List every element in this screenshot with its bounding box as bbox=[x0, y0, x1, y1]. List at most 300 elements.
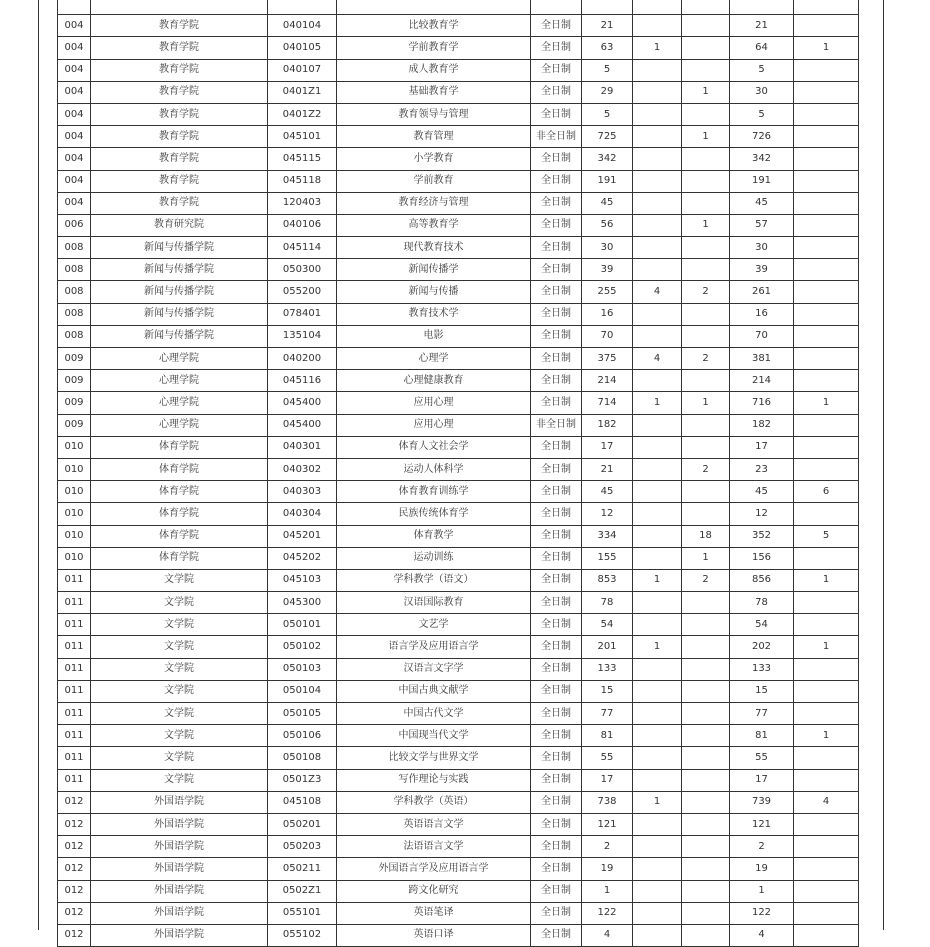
count-c-cell bbox=[682, 103, 730, 125]
count-c-cell bbox=[682, 592, 730, 614]
unit-code-cell: 004 bbox=[58, 15, 91, 37]
unit-code-cell: 006 bbox=[58, 214, 91, 236]
count-a-cell: 15 bbox=[582, 680, 633, 702]
unit-code-cell: 010 bbox=[58, 503, 91, 525]
count-c-cell bbox=[682, 680, 730, 702]
count-b-cell bbox=[633, 214, 682, 236]
table-row bbox=[58, 902, 859, 924]
study-mode-cell: 全日制 bbox=[531, 769, 582, 791]
count-a-cell: 201 bbox=[582, 636, 633, 658]
major-code-cell: 050203 bbox=[268, 836, 337, 858]
major-name-cell: 写作理论与实践 bbox=[337, 769, 531, 791]
page-border-left bbox=[38, 0, 39, 930]
unit-code-cell: 012 bbox=[58, 902, 91, 924]
count-a-cell: 55 bbox=[582, 747, 633, 769]
college-cell: 外国语学院 bbox=[91, 924, 268, 946]
major-name-cell: 中国古典文献学 bbox=[337, 680, 531, 702]
major-code-cell: 045202 bbox=[268, 547, 337, 569]
college-cell: 新闻与传播学院 bbox=[91, 281, 268, 303]
major-name-cell: 语言学及应用语言学 bbox=[337, 636, 531, 658]
table-row bbox=[58, 658, 859, 680]
table-row bbox=[58, 592, 859, 614]
total-cell: 202 bbox=[730, 636, 794, 658]
total-cell: 54 bbox=[730, 614, 794, 636]
college-cell: 教育学院 bbox=[91, 126, 268, 148]
count-b-cell: 1 bbox=[633, 37, 682, 59]
unit-code-cell: 011 bbox=[58, 769, 91, 791]
count-c-cell bbox=[682, 192, 730, 214]
college-cell: 教育研究院 bbox=[91, 214, 268, 236]
count-d-cell bbox=[794, 170, 859, 192]
count-a-cell: 81 bbox=[582, 725, 633, 747]
total-cell: 19 bbox=[730, 858, 794, 880]
college-cell: 文学院 bbox=[91, 725, 268, 747]
major-name-cell: 体育人文社会学 bbox=[337, 436, 531, 458]
unit-code-cell: 008 bbox=[58, 237, 91, 259]
count-b-cell bbox=[633, 880, 682, 902]
count-b-cell bbox=[633, 547, 682, 569]
count-a-cell: 182 bbox=[582, 414, 633, 436]
count-d-cell bbox=[794, 592, 859, 614]
major-name-cell: 应用心理 bbox=[337, 392, 531, 414]
count-c-cell: 2 bbox=[682, 281, 730, 303]
study-mode-cell: 全日制 bbox=[531, 281, 582, 303]
count-d-cell bbox=[794, 148, 859, 170]
count-d-cell bbox=[794, 192, 859, 214]
count-a-cell: 21 bbox=[582, 15, 633, 37]
college-cell: 文学院 bbox=[91, 703, 268, 725]
table-row bbox=[58, 680, 859, 702]
count-c-cell bbox=[682, 436, 730, 458]
count-c-cell bbox=[682, 858, 730, 880]
count-b-cell bbox=[633, 59, 682, 81]
unit-code-cell: 011 bbox=[58, 680, 91, 702]
study-mode-cell: 全日制 bbox=[531, 37, 582, 59]
major-name-cell: 小学教育 bbox=[337, 148, 531, 170]
unit-code-cell: 009 bbox=[58, 348, 91, 370]
major-code-cell: 050106 bbox=[268, 725, 337, 747]
count-d-cell bbox=[794, 680, 859, 702]
college-cell: 文学院 bbox=[91, 569, 268, 591]
table-row bbox=[58, 569, 859, 591]
unit-code-cell: 012 bbox=[58, 880, 91, 902]
count-d-cell bbox=[794, 858, 859, 880]
unit-code-cell: 011 bbox=[58, 636, 91, 658]
college-cell: 文学院 bbox=[91, 680, 268, 702]
major-name-cell: 体育教学 bbox=[337, 525, 531, 547]
table-row bbox=[58, 481, 859, 503]
page-border-right bbox=[883, 0, 884, 930]
unit-code-cell: 012 bbox=[58, 858, 91, 880]
count-a-cell: 45 bbox=[582, 192, 633, 214]
college-cell: 教育学院 bbox=[91, 103, 268, 125]
count-c-cell: 18 bbox=[682, 525, 730, 547]
major-code-cell: 040302 bbox=[268, 458, 337, 480]
major-code-cell: 055101 bbox=[268, 902, 337, 924]
total-cell: 726 bbox=[730, 126, 794, 148]
count-b-cell bbox=[633, 81, 682, 103]
count-a-cell: 334 bbox=[582, 525, 633, 547]
total-cell: 122 bbox=[730, 902, 794, 924]
major-code-cell: 045101 bbox=[268, 126, 337, 148]
count-d-cell bbox=[794, 414, 859, 436]
unit-code-cell: 012 bbox=[58, 836, 91, 858]
major-name-cell: 体育教育训练学 bbox=[337, 481, 531, 503]
major-name-cell: 学前教育 bbox=[337, 170, 531, 192]
major-name-cell: 外国语言学及应用语言学 bbox=[337, 858, 531, 880]
count-b-cell bbox=[633, 481, 682, 503]
college-cell: 心理学院 bbox=[91, 414, 268, 436]
study-mode-cell: 全日制 bbox=[531, 348, 582, 370]
total-cell bbox=[730, 0, 794, 15]
count-d-cell bbox=[794, 281, 859, 303]
major-name-cell: 教育管理 bbox=[337, 126, 531, 148]
unit-code-cell: 011 bbox=[58, 592, 91, 614]
unit-code-cell: 008 bbox=[58, 281, 91, 303]
college-cell: 外国语学院 bbox=[91, 813, 268, 835]
count-b-cell bbox=[633, 503, 682, 525]
table-row bbox=[58, 325, 859, 347]
study-mode-cell: 全日制 bbox=[531, 813, 582, 835]
count-d-cell: 1 bbox=[794, 725, 859, 747]
unit-code-cell: 011 bbox=[58, 747, 91, 769]
study-mode-cell: 全日制 bbox=[531, 59, 582, 81]
table-row bbox=[58, 836, 859, 858]
count-b-cell bbox=[633, 680, 682, 702]
major-code-cell: 050300 bbox=[268, 259, 337, 281]
study-mode-cell: 全日制 bbox=[531, 569, 582, 591]
unit-code-cell: 004 bbox=[58, 37, 91, 59]
total-cell: 17 bbox=[730, 769, 794, 791]
count-b-cell: 1 bbox=[633, 392, 682, 414]
count-c-cell: 2 bbox=[682, 458, 730, 480]
college-cell: 心理学院 bbox=[91, 348, 268, 370]
study-mode-cell: 全日制 bbox=[531, 214, 582, 236]
count-b-cell: 1 bbox=[633, 569, 682, 591]
table-row bbox=[58, 791, 859, 813]
major-code-cell: 050104 bbox=[268, 680, 337, 702]
count-d-cell bbox=[794, 214, 859, 236]
count-b-cell bbox=[633, 237, 682, 259]
table-row bbox=[58, 370, 859, 392]
total-cell: 4 bbox=[730, 924, 794, 946]
enrollment-table bbox=[57, 0, 859, 947]
total-cell: 30 bbox=[730, 237, 794, 259]
college-cell: 新闻与传播学院 bbox=[91, 259, 268, 281]
count-a-cell: 29 bbox=[582, 81, 633, 103]
total-cell: 716 bbox=[730, 392, 794, 414]
major-name-cell: 比较文学与世界文学 bbox=[337, 747, 531, 769]
college-cell: 文学院 bbox=[91, 592, 268, 614]
major-code-cell: 0401Z1 bbox=[268, 81, 337, 103]
total-cell: 77 bbox=[730, 703, 794, 725]
count-d-cell bbox=[794, 81, 859, 103]
table-row bbox=[58, 725, 859, 747]
major-name-cell: 心理学 bbox=[337, 348, 531, 370]
table-row bbox=[58, 348, 859, 370]
study-mode-cell: 全日制 bbox=[531, 503, 582, 525]
major-name-cell: 民族传统体育学 bbox=[337, 503, 531, 525]
study-mode-cell: 全日制 bbox=[531, 237, 582, 259]
table-row bbox=[58, 813, 859, 835]
count-d-cell bbox=[794, 259, 859, 281]
major-name-cell bbox=[337, 0, 531, 15]
count-d-cell bbox=[794, 769, 859, 791]
count-a-cell: 191 bbox=[582, 170, 633, 192]
major-name-cell: 成人教育学 bbox=[337, 59, 531, 81]
count-d-cell bbox=[794, 436, 859, 458]
count-b-cell bbox=[633, 15, 682, 37]
major-name-cell: 跨文化研究 bbox=[337, 880, 531, 902]
major-code-cell: 050102 bbox=[268, 636, 337, 658]
count-b-cell bbox=[633, 192, 682, 214]
count-b-cell bbox=[633, 813, 682, 835]
count-b-cell bbox=[633, 658, 682, 680]
table-row bbox=[58, 259, 859, 281]
count-a-cell: 39 bbox=[582, 259, 633, 281]
major-code-cell: 040200 bbox=[268, 348, 337, 370]
count-b-cell bbox=[633, 370, 682, 392]
study-mode-cell: 全日制 bbox=[531, 15, 582, 37]
count-a-cell: 19 bbox=[582, 858, 633, 880]
count-d-cell: 6 bbox=[794, 481, 859, 503]
count-d-cell bbox=[794, 303, 859, 325]
major-code-cell: 050103 bbox=[268, 658, 337, 680]
count-c-cell: 1 bbox=[682, 81, 730, 103]
count-b-cell bbox=[633, 769, 682, 791]
college-cell: 外国语学院 bbox=[91, 902, 268, 924]
major-name-cell: 汉语国际教育 bbox=[337, 592, 531, 614]
count-a-cell: 738 bbox=[582, 791, 633, 813]
count-c-cell bbox=[682, 237, 730, 259]
study-mode-cell: 全日制 bbox=[531, 680, 582, 702]
table-row bbox=[58, 281, 859, 303]
major-name-cell: 汉语言文字学 bbox=[337, 658, 531, 680]
college-cell: 体育学院 bbox=[91, 503, 268, 525]
count-c-cell bbox=[682, 924, 730, 946]
count-c-cell bbox=[682, 325, 730, 347]
unit-code-cell: 011 bbox=[58, 703, 91, 725]
count-a-cell: 16 bbox=[582, 303, 633, 325]
table-row bbox=[58, 414, 859, 436]
count-b-cell bbox=[633, 614, 682, 636]
major-code-cell: 040304 bbox=[268, 503, 337, 525]
major-code-cell: 0501Z3 bbox=[268, 769, 337, 791]
count-a-cell: 56 bbox=[582, 214, 633, 236]
count-c-cell bbox=[682, 836, 730, 858]
college-cell: 新闻与传播学院 bbox=[91, 303, 268, 325]
study-mode-cell: 全日制 bbox=[531, 370, 582, 392]
count-c-cell bbox=[682, 414, 730, 436]
count-a-cell: 342 bbox=[582, 148, 633, 170]
major-code-cell: 045201 bbox=[268, 525, 337, 547]
college-cell: 教育学院 bbox=[91, 15, 268, 37]
unit-code-cell: 010 bbox=[58, 436, 91, 458]
count-c-cell bbox=[682, 769, 730, 791]
study-mode-cell: 全日制 bbox=[531, 392, 582, 414]
study-mode-cell: 全日制 bbox=[531, 725, 582, 747]
college-cell: 教育学院 bbox=[91, 37, 268, 59]
count-b-cell bbox=[633, 592, 682, 614]
count-a-cell: 714 bbox=[582, 392, 633, 414]
major-code-cell: 040105 bbox=[268, 37, 337, 59]
study-mode-cell: 全日制 bbox=[531, 325, 582, 347]
count-d-cell bbox=[794, 880, 859, 902]
count-c-cell bbox=[682, 880, 730, 902]
major-code-cell: 040106 bbox=[268, 214, 337, 236]
major-code-cell: 055200 bbox=[268, 281, 337, 303]
major-name-cell: 中国现当代文学 bbox=[337, 725, 531, 747]
table-row bbox=[58, 126, 859, 148]
count-a-cell: 12 bbox=[582, 503, 633, 525]
college-cell: 外国语学院 bbox=[91, 836, 268, 858]
count-d-cell bbox=[794, 813, 859, 835]
count-d-cell bbox=[794, 237, 859, 259]
count-d-cell bbox=[794, 103, 859, 125]
major-code-cell: 045118 bbox=[268, 170, 337, 192]
count-c-cell: 1 bbox=[682, 126, 730, 148]
study-mode-cell: 全日制 bbox=[531, 703, 582, 725]
table-row bbox=[58, 703, 859, 725]
study-mode-cell: 全日制 bbox=[531, 880, 582, 902]
count-b-cell bbox=[633, 836, 682, 858]
count-c-cell: 2 bbox=[682, 348, 730, 370]
count-b-cell bbox=[633, 414, 682, 436]
major-code-cell: 0502Z1 bbox=[268, 880, 337, 902]
major-code-cell: 050105 bbox=[268, 703, 337, 725]
college-cell: 心理学院 bbox=[91, 370, 268, 392]
college-cell: 体育学院 bbox=[91, 481, 268, 503]
total-cell: 261 bbox=[730, 281, 794, 303]
unit-code-cell: 011 bbox=[58, 569, 91, 591]
count-c-cell: 2 bbox=[682, 569, 730, 591]
major-code-cell: 045300 bbox=[268, 592, 337, 614]
college-cell: 文学院 bbox=[91, 747, 268, 769]
major-name-cell: 英语语言文学 bbox=[337, 813, 531, 835]
count-d-cell bbox=[794, 836, 859, 858]
unit-code-cell: 004 bbox=[58, 81, 91, 103]
college-cell: 心理学院 bbox=[91, 392, 268, 414]
table-row bbox=[58, 170, 859, 192]
table-row bbox=[58, 392, 859, 414]
count-c-cell bbox=[682, 791, 730, 813]
college-cell: 体育学院 bbox=[91, 458, 268, 480]
count-c-cell bbox=[682, 703, 730, 725]
total-cell: 2 bbox=[730, 836, 794, 858]
table-row bbox=[58, 237, 859, 259]
count-c-cell bbox=[682, 37, 730, 59]
study-mode-cell: 全日制 bbox=[531, 858, 582, 880]
count-c-cell bbox=[682, 170, 730, 192]
total-cell: 23 bbox=[730, 458, 794, 480]
count-a-cell: 255 bbox=[582, 281, 633, 303]
major-name-cell: 基础教育学 bbox=[337, 81, 531, 103]
table-row bbox=[58, 81, 859, 103]
count-a-cell: 155 bbox=[582, 547, 633, 569]
college-cell: 新闻与传播学院 bbox=[91, 325, 268, 347]
college-cell: 文学院 bbox=[91, 658, 268, 680]
count-b-cell bbox=[633, 436, 682, 458]
count-a-cell: 21 bbox=[582, 458, 633, 480]
count-b-cell bbox=[633, 126, 682, 148]
table-row bbox=[58, 525, 859, 547]
major-code-cell: 045116 bbox=[268, 370, 337, 392]
college-cell: 外国语学院 bbox=[91, 791, 268, 813]
count-c-cell: 1 bbox=[682, 214, 730, 236]
count-d-cell: 1 bbox=[794, 392, 859, 414]
college-cell: 体育学院 bbox=[91, 525, 268, 547]
total-cell: 352 bbox=[730, 525, 794, 547]
count-b-cell bbox=[633, 303, 682, 325]
college-cell: 外国语学院 bbox=[91, 880, 268, 902]
count-b-cell bbox=[633, 103, 682, 125]
college-cell: 体育学院 bbox=[91, 436, 268, 458]
table-row bbox=[58, 614, 859, 636]
unit-code-cell: 004 bbox=[58, 59, 91, 81]
unit-code-cell: 012 bbox=[58, 791, 91, 813]
unit-code-cell: 004 bbox=[58, 126, 91, 148]
total-cell: 55 bbox=[730, 747, 794, 769]
count-b-cell: 1 bbox=[633, 791, 682, 813]
study-mode-cell: 全日制 bbox=[531, 103, 582, 125]
count-b-cell bbox=[633, 325, 682, 347]
total-cell: 133 bbox=[730, 658, 794, 680]
count-c-cell bbox=[682, 59, 730, 81]
major-code-cell: 045108 bbox=[268, 791, 337, 813]
total-cell: 1 bbox=[730, 880, 794, 902]
unit-code-cell: 004 bbox=[58, 103, 91, 125]
count-d-cell: 1 bbox=[794, 37, 859, 59]
unit-code-cell: 010 bbox=[58, 547, 91, 569]
table-row bbox=[58, 214, 859, 236]
total-cell: 156 bbox=[730, 547, 794, 569]
count-c-cell bbox=[682, 148, 730, 170]
count-c-cell bbox=[682, 658, 730, 680]
table-row bbox=[58, 458, 859, 480]
count-d-cell bbox=[794, 126, 859, 148]
count-d-cell bbox=[794, 458, 859, 480]
count-b-cell bbox=[633, 924, 682, 946]
study-mode-cell bbox=[531, 0, 582, 15]
major-name-cell: 英语口译 bbox=[337, 924, 531, 946]
study-mode-cell: 全日制 bbox=[531, 924, 582, 946]
count-d-cell bbox=[794, 924, 859, 946]
major-name-cell: 电影 bbox=[337, 325, 531, 347]
total-cell: 45 bbox=[730, 192, 794, 214]
count-b-cell bbox=[633, 259, 682, 281]
count-d-cell bbox=[794, 902, 859, 924]
count-a-cell: 54 bbox=[582, 614, 633, 636]
count-d-cell: 4 bbox=[794, 791, 859, 813]
unit-code-cell: 010 bbox=[58, 525, 91, 547]
count-b-cell bbox=[633, 458, 682, 480]
unit-code-cell: 010 bbox=[58, 481, 91, 503]
study-mode-cell: 全日制 bbox=[531, 192, 582, 214]
count-c-cell bbox=[682, 0, 730, 15]
major-code-cell: 050211 bbox=[268, 858, 337, 880]
table-row bbox=[58, 59, 859, 81]
college-cell: 体育学院 bbox=[91, 547, 268, 569]
count-a-cell: 121 bbox=[582, 813, 633, 835]
major-name-cell: 比较教育学 bbox=[337, 15, 531, 37]
study-mode-cell: 全日制 bbox=[531, 791, 582, 813]
count-b-cell: 4 bbox=[633, 348, 682, 370]
major-name-cell: 英语笔译 bbox=[337, 902, 531, 924]
unit-code-cell: 009 bbox=[58, 414, 91, 436]
count-b-cell bbox=[633, 747, 682, 769]
major-code-cell: 045400 bbox=[268, 414, 337, 436]
unit-code-cell: 012 bbox=[58, 813, 91, 835]
